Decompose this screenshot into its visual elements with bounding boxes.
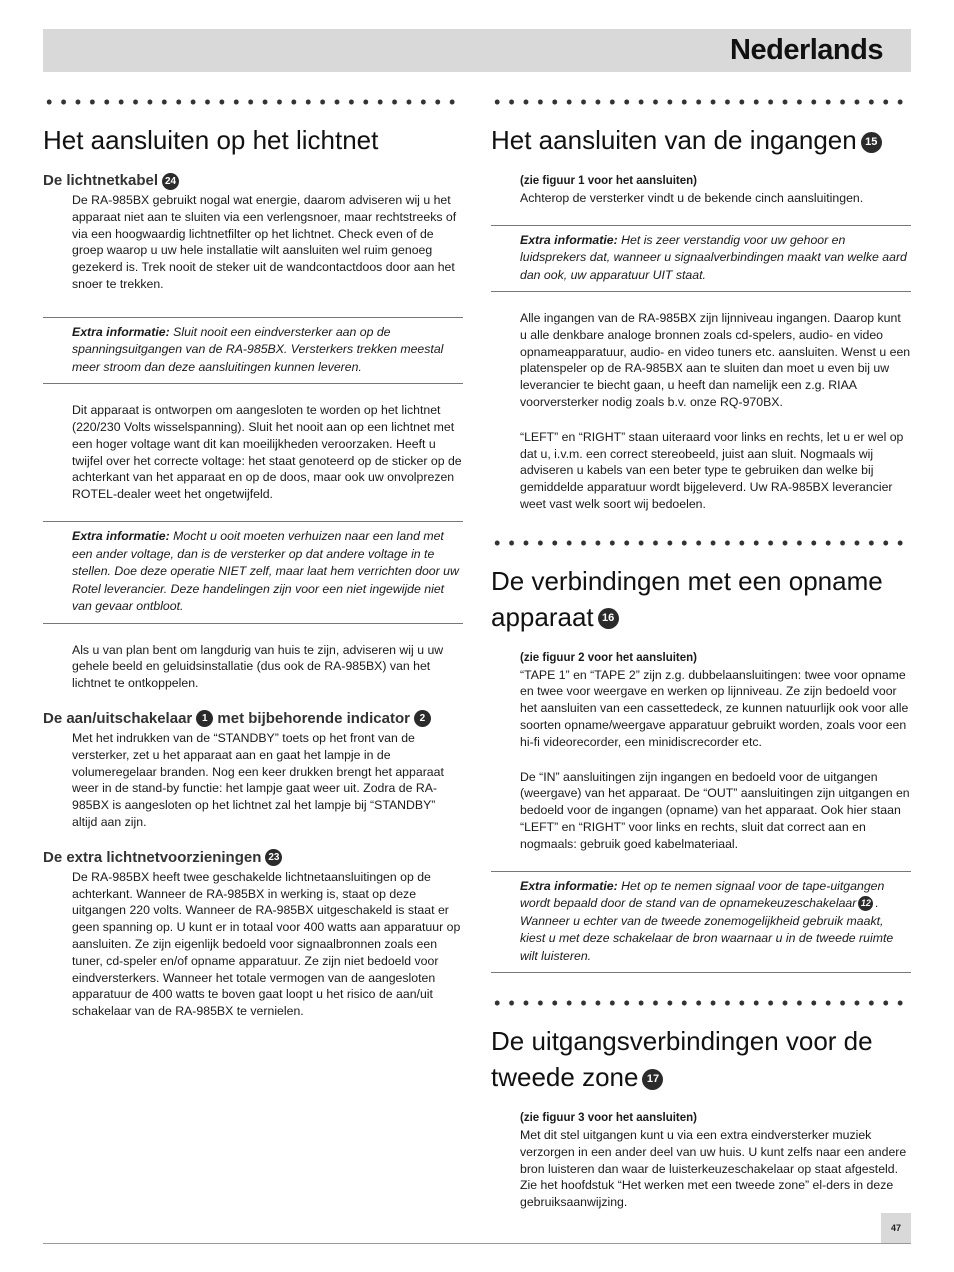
number-badge: 12 (858, 896, 873, 911)
section-title-power: Het aansluiten op het lichtnet (43, 125, 379, 155)
paragraph: Achterop de versterker vindt u de bekende cinch aansluitingen. (520, 190, 864, 205)
language-title: Nederlands (730, 34, 883, 66)
extra-info-note: Extra informatie: Sluit nooit een eindversterker aan op de spanningsuitgangen van de RA-985BX. Versterkers trekken meestal meer stroom dan deze aansluitingen kunnen leveren. (43, 317, 463, 385)
paragraph: “TAPE 1” en “TAPE 2” zijn z.g. dubbelaansluitingen: twee voor opname en twee voor weergave en werken op lijnniveau. Ze zijn bedoeld voor het aansluiten van een cassettedeck, ze kunnen natuurlijk ook voor alle soorten opname/weergave apparatuur gebruikt worden, zoals voor een hi-fi videorecorder, een minidiscrecorder etc. (520, 667, 909, 749)
extra-info-note: Extra informatie: Mocht u ooit moeten verhuizen naar een land met een ander voltage, dan is de versterker op dat andere voltage in te stellen. Doe deze operatie NIET zelf, maar laat hem verrichten door uw Rotel leverancier. Deze handelingen zijn voor een niet ingewijde niet van gevaar ontbloot. (43, 521, 463, 624)
section-title-second-zone: De uitgangsverbindingen voor de tweede zone 17 (491, 1026, 873, 1093)
paragraph: Dit apparaat is ontworpen om aangesloten te worden op het lichtnet (220/230 Volts wisselspanning). Sluit het nooit aan op een lichtnet met een hoger voltage want dit kan moeilijkheden veroorzaken. Heeft u twijfel over het correcte voltage: het staat genoteerd op de sticker op de achterkant van het apparaat en op de doos, maar ook uw onvolprezen ROTEL-dealer weet het ongetwijfeld. (72, 403, 462, 502)
number-badge: 15 (861, 132, 882, 153)
paragraph: De “IN” aansluitingen zijn ingangen en bedoeld voor de uitgangen (weergave) van het apparaat. De “OUT” aansluitingen zijn uitgangen en bedoeld voor de ingangen (opname) van het apparaat. Ook hier staan “LEFT” en “RIGHT” voor links en rechts, sluit dat correct aan en nogmaals: gebruik goed kabelmateriaal. (520, 769, 910, 851)
paragraph: “LEFT” en “RIGHT” staan uiteraard voor links en rechts, let u er wel op dat u, i.v.m. een correct stereobeeld, juist aan sluit. Nogmaals wij adviseren u kabels van een beter type te gebruiken dan welke bij gemiddelde apparatuur wordt bijgeleverd. Uw RA-985BX leverancier weet vast welk soort wij bedoelen. (520, 429, 904, 512)
footer-rule (43, 1243, 911, 1244)
figure-reference: (zie figuur 2 voor het aansluiten) (520, 651, 697, 664)
section-title-inputs: Het aansluiten van de ingangen 15 (491, 122, 911, 158)
dotted-divider (491, 537, 911, 549)
paragraph: Als u van plan bent om langdurig van huis te zijn, adviseren wij u uw gehele beeld en geluidsinstallatie (dus ook de RA-985BX) van het lichtnet te ontkoppelen. (72, 642, 444, 691)
figure-reference: (zie figuur 1 voor het aansluiten) (520, 175, 697, 187)
dotted-divider (43, 96, 463, 108)
number-badge: 16 (598, 608, 619, 629)
number-badge: 23 (265, 849, 282, 866)
number-badge: 2 (414, 710, 431, 727)
figure-reference: (zie figuur 3 voor het aansluiten) (520, 1112, 697, 1125)
right-column (491, 96, 911, 1211)
page-number: 47 (881, 1213, 911, 1243)
subheading-power-switch: De aan/uitschakelaar 1 met bijbehorende indicator 2 (43, 710, 463, 728)
paragraph: Alle ingangen van de RA-985BX zijn lijnniveau ingangen. Daarop kunt u alle denkbare analoge bronnen zoals cd-spelers, audio- en video opnameapparatuur, audio- en video tuners etc. aansluiten. Wenst u een platenspeler op de RA-985BX aan te sluiten dan moet u even bij uw leverancier te biecht gaan, u heeft dan namelijk een z.g. RIAA voorversterker nodig zoals b.v. onze RQ-970BX. (520, 311, 911, 410)
subheading-power-cable: De lichtnetkabel 24 (43, 172, 463, 190)
paragraph: De RA-985BX gebruikt nogal wat energie, daarom adviseren wij u het apparaat niet aan te sluiten via een verlengsnoer, maar rechtstreeks of via een hoogwaardig lichtnetfilter op het lichtnet. Check even of de groep waarop u uw hele installatie wilt aansluiten wel ruim genoeg gezekerd is. Trek nooit de steker uit de wandcontactdoos door aan het snoer te trekken. (72, 193, 457, 291)
dotted-divider (491, 96, 911, 108)
number-badge: 1 (196, 710, 213, 727)
paragraph: Met het indrukken van de “STANDBY” toets op het front van de versterker, zet u het apparaat aan en gaat het lampje in de volumeregelaar branden. Nog een keer drukken brengt het apparaat weer in de stand-by functie: het lampje gaat weer uit. Zodra de RA-985BX is aangesloten op het lichtnet zal het lampje bij “STANDBY” altijd aan zijn. (72, 730, 444, 829)
section-title-recording: De verbindingen met een opname apparaat 16 (491, 565, 883, 632)
number-badge: 17 (642, 1069, 663, 1090)
left-column (43, 96, 463, 1020)
paragraph: De RA-985BX heeft twee geschakelde lichtnetaansluitingen op de achterkant. Wanneer de RA-985BX in werking is, staat op deze uitgangen 220 volts. Wanneer de RA-985BX uitgeschakeld is staat er geen spanning op. U kunt er in totaal voor 400 watts aan apparatuur op aansluiten. Ze zijn eigenlijk bedoeld voor signaalbronnen zoals een tuner, cd-speler en/of opname apparatuur. Ze zijn niet bedoeld voor eindversterkers. Wanneer het totale vermogen van de aangesloten apparatuur de 400 watts te boven gaat loopt u het risico de aan/uit schakelaar van de RA-985BX te vernielen. (72, 869, 461, 1019)
paragraph: Met dit stel uitgangen kunt u via een extra eindversterker muziek verzorgen in een ander deel van uw huis. U kunt zelfs naar een andere bron luisteren dan waar de luisterkeuzeschakelaar op staat afgesteld. Zie het hoofdstuk “Het werken met een tweede zone” el-ders in deze gebruiksaanwijzing. (520, 1127, 907, 1210)
extra-info-note: Extra informatie: Het is zeer verstandig voor uw gehoor en luidsprekers dat, wanneer u signaalverbindingen maakt van welke aard dan ook, uw apparatuur UIT staat. (491, 225, 911, 293)
dotted-divider (491, 997, 911, 1009)
subheading-extra-outlets: De extra lichtnetvoorzieningen 23 (43, 849, 463, 867)
extra-info-note: Extra informatie: Het op te nemen signaal voor de tape-uitgangen wordt bepaald door de stand van de opnamekeuzeschakelaar 12 . Wanneer u echter van de tweede zonemogelijkheid gebruik maakt, kiest u met deze schakelaar de bron waarnaar u in de tweede ruimte wilt luisteren. (491, 871, 911, 974)
header-banner (43, 29, 911, 72)
number-badge: 24 (162, 173, 179, 190)
